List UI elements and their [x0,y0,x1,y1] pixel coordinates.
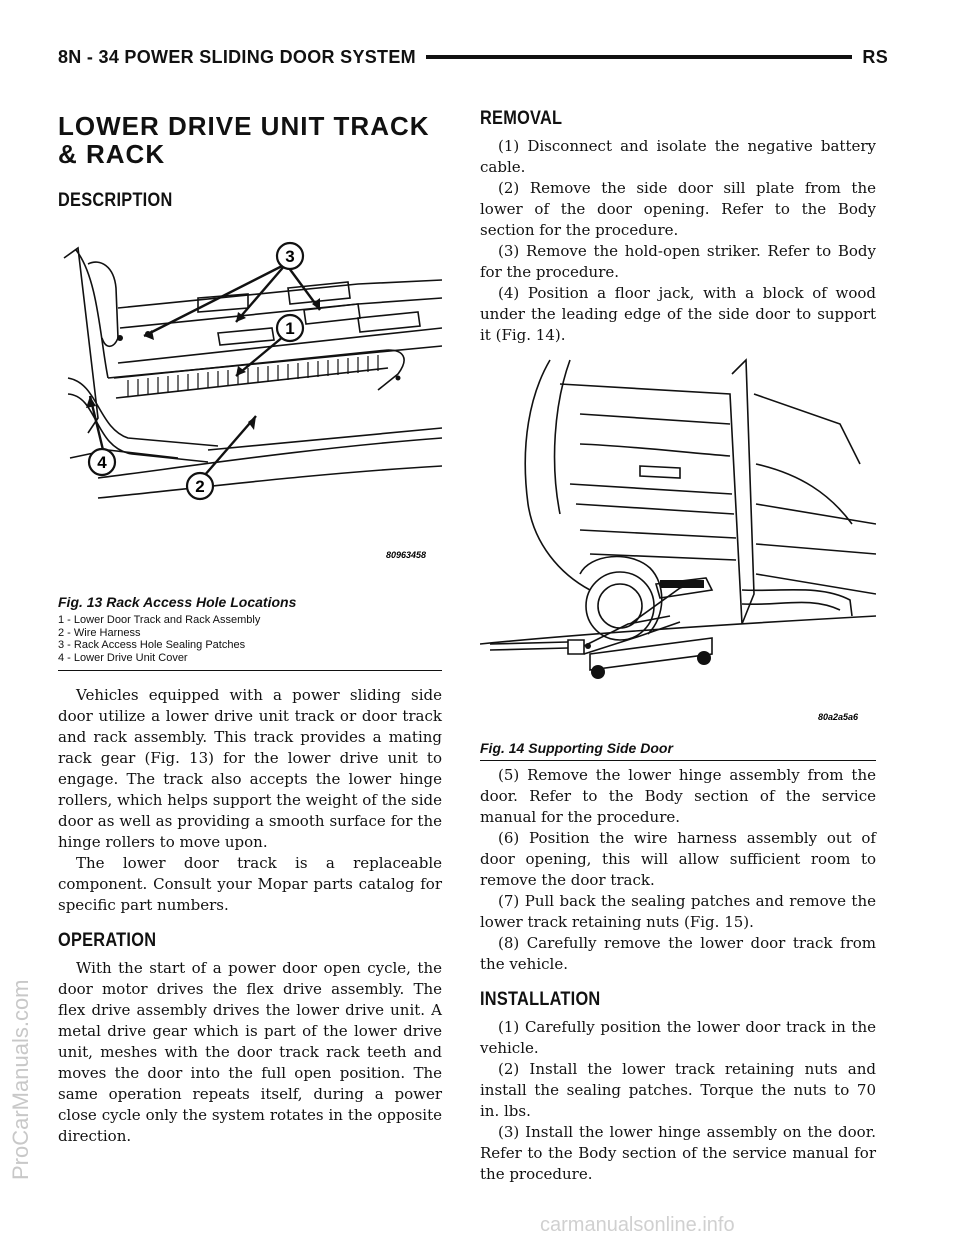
operation-paragraph: With the start of a power door open cycle, the door motor drives the flex drive assembly. The flex drive assembly drives the lower drive unit. A metal drive gear which is part of the lower drive unit, meshes with the door track rack teeth and moves the door into the full open position. The same operation repeats itself, during a power close cycle only the system rotates in the opposite direction. [58,959,442,1145]
legend-item: 3 - Rack Access Hole Sealing Patches [58,639,246,651]
watermark-bottom: carmanualsonline.info [540,1214,735,1236]
header-rule [426,55,852,59]
fig13-caption: Fig. 13 Rack Access Hole Locations [58,594,297,610]
description-paragraph: The lower door track is a replaceable component. Consult your Mopar parts catalog for specific part numbers. [58,854,442,914]
installation-heading: INSTALLATION [480,989,601,1010]
legend-item: 2 - Wire Harness [58,626,141,639]
callout-4: 4 [97,453,107,472]
callout-1: 1 [285,319,295,338]
removal-step: (7) Pull back the sealing patches and remove the lower track retaining nuts (Fig. 15). [480,892,876,931]
header-section-title: 8N - 34 POWER SLIDING DOOR SYSTEM [58,46,416,67]
removal-step: (3) Remove the hold-open striker. Refer to Body for the procedure. [480,242,876,281]
legend-item: 1 - Lower Door Track and Rack Assembly [58,614,261,626]
removal-step: (6) Position the wire harness assembly out of door opening, this will allow sufficient room to remove the door track. [480,829,876,889]
fig14-caption: Fig. 14 Supporting Side Door [480,740,673,756]
removal-heading: REMOVAL [480,108,563,129]
right-column [480,108,876,1185]
left-column [58,112,442,1147]
fig13-code: 80963458 [386,550,427,560]
operation-heading: OPERATION [58,930,157,951]
figure-13 [58,218,442,671]
page-title: LOWER DRIVE UNIT TRACK & RACK [58,111,430,169]
installation-step: (2) Install the lower track retaining nuts and install the sealing patches. Torque the nuts to 70 in. lbs. [480,1060,876,1120]
removal-step: (1) Disconnect and isolate the negative battery cable. [480,137,876,176]
fig14-code: 80a2a5a6 [818,712,859,722]
callout-3: 3 [285,247,295,266]
description-heading: DESCRIPTION [58,190,173,211]
watermark-left: ProCarManuals.com [8,979,33,1180]
callout-2: 2 [195,477,205,496]
rack-access-hole-illustration [58,218,442,588]
installation-step: (1) Carefully position the lower door track in the vehicle. [480,1018,876,1057]
removal-step: (2) Remove the side door sill plate from the lower of the door opening. Refer to the Body section for the procedure. [480,179,876,239]
removal-step: (5) Remove the lower hinge assembly from the door. Refer to the Body section of the service manual for the procedure. [480,766,876,826]
installation-step: (3) Install the lower hinge assembly on the door. Refer to the Body section of the service manual for the procedure. [480,1123,876,1183]
fig13-legend [58,614,442,670]
removal-step: (8) Carefully remove the lower door track from the vehicle. [480,934,876,973]
figure-14 [480,354,876,761]
supporting-side-door-illustration [480,354,876,734]
description-paragraph: Vehicles equipped with a power sliding side door utilize a lower drive unit track or door track and rack assembly. This track provides a mating rack gear (Fig. 13) for the lower drive unit to engage. The track also accepts the lower hinge rollers, which helps support the weight of the side door as well as providing a smooth surface for the hinge rollers to move upon. [58,686,442,851]
header-model-code: RS [862,46,888,67]
page-header [58,44,888,70]
removal-step: (4) Position a floor jack, with a block of wood under the leading edge of the side door to support it (Fig. 14). [480,284,876,344]
legend-item: 4 - Lower Drive Unit Cover [58,651,188,664]
